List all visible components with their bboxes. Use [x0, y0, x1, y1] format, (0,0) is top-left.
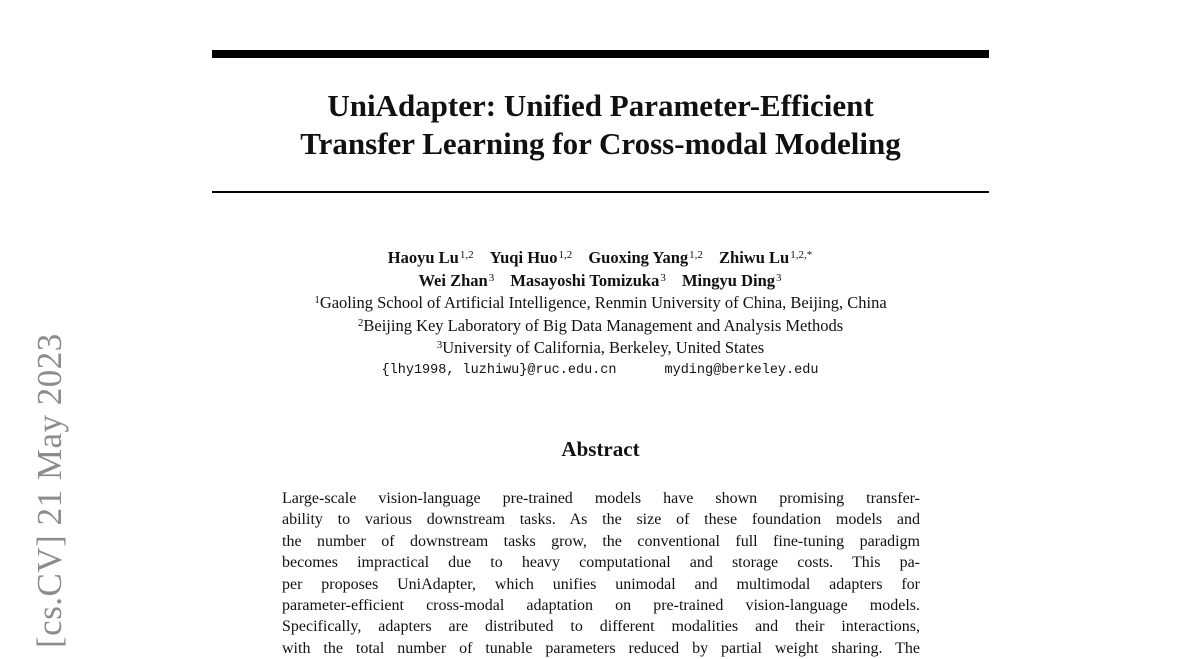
- title-bottom-rule: [212, 191, 989, 193]
- author: Haoyu Lu$^{1,2}$: [387, 248, 474, 267]
- abstract-line: ability to various downstream tasks. As the size of these foundation models and: [282, 511, 920, 529]
- abstract-heading: Abstract: [561, 437, 640, 461]
- author-line-1: [200, 247, 1000, 270]
- author: Zhiwu $Lu^{1,2,*}$: [719, 248, 813, 267]
- abstract-line: with the total number of tunable parameters reduced by partial weight sharing. The: [282, 639, 920, 657]
- affiliation: $^2$Beijing Key Laboratory of Big Data Management and Analysis Methods: [357, 315, 844, 335]
- author: Masayoshi Tomizuka$^3$: [510, 270, 666, 290]
- author-block: [200, 247, 1000, 382]
- abstract-line: Large-scale vision-language pre-trained models have shown promising transfer-: [282, 490, 920, 507]
- abstract-line: becomes impractical due to heavy computational and storage costs. This pa-: [282, 554, 920, 572]
- email-line: [200, 360, 1000, 383]
- affiliation: $^1$Gaoling School of Artificial Intelligence, Renmin University of China, Beijing, China: [314, 293, 887, 312]
- author: Yuqi Huo$^{1,2}$: [489, 248, 573, 267]
- email: myding@berkeley.edu: [664, 362, 819, 378]
- author: Guoxing Yang$^{1,2}$: [588, 248, 703, 267]
- author: Wei Zhan$^3$: [418, 270, 495, 290]
- title-line-1: UniAdapter: Unified Parameter-Efficient: [327, 88, 874, 123]
- abstract-line: the number of downstream tasks grow, the conventional full fine-tuning paradigm: [282, 532, 920, 550]
- email: {lhy1998, luzhiwu}@ruc.edu.cn: [381, 362, 617, 378]
- affiliation: $^3$University of California, Berkeley, United States: [436, 338, 765, 357]
- abstract-line: parameter-efficient cross-modal adaptation on pre-trained vision-language models.: [282, 597, 920, 615]
- arxiv-id-text: [cs.CV] 21 May 2023: [30, 333, 69, 648]
- abstract-body: [282, 488, 920, 659]
- title-line-2: Transfer Learning for Cross-modal Modeling: [300, 126, 901, 161]
- abstract-line: Specifically, adapters are distributed to different modalities and their interactions,: [282, 618, 920, 636]
- abstract-line: per proposes UniAdapter, which unifies unimodal and multimodal adapters for: [282, 575, 920, 593]
- paper-title: [212, 87, 989, 163]
- title-top-rule: [212, 50, 989, 58]
- arxiv-side-identifier: [28, 292, 74, 648]
- author-line-2: [200, 270, 1000, 293]
- author: Mingyu Ding$^3$: [681, 270, 782, 290]
